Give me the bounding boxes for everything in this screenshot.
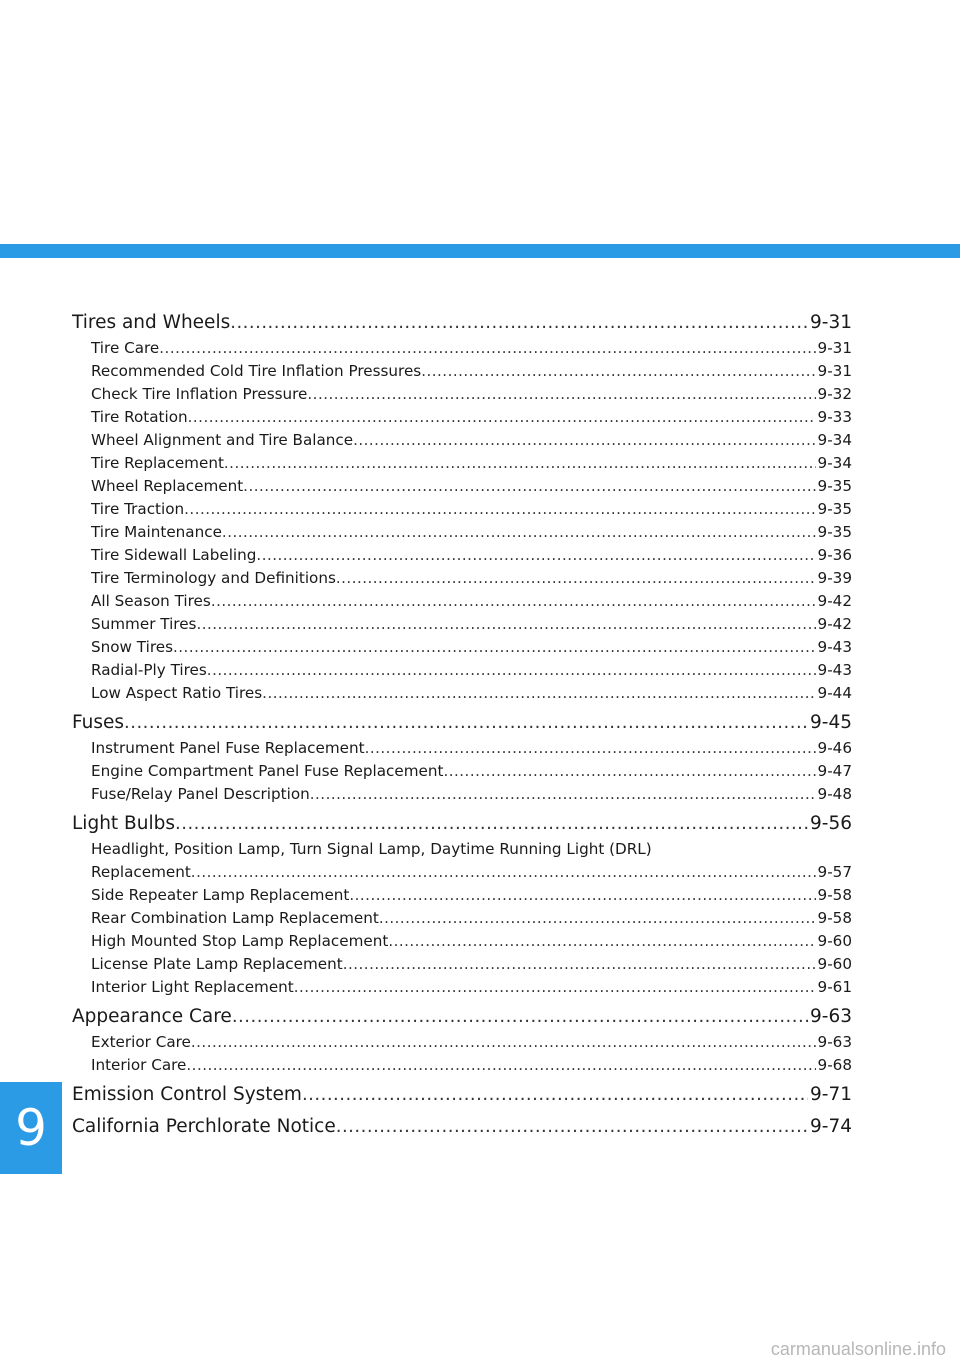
toc-page-number: 9-58: [817, 909, 852, 927]
toc-section[interactable]: [72, 309, 852, 337]
toc-page-number: 9-71: [810, 1084, 852, 1105]
toc-section-title: Appearance Care: [72, 1006, 232, 1027]
toc-entry[interactable]: [72, 383, 852, 406]
leader-dots: [175, 810, 808, 838]
leader-dots: [365, 737, 816, 760]
toc-page-number: 9-68: [817, 1056, 852, 1074]
leader-dots: [191, 1031, 816, 1054]
toc-page-number: 9-36: [817, 546, 852, 564]
toc-entry-title: High Mounted Stop Lamp Replacement: [91, 932, 389, 950]
leader-dots: [353, 429, 815, 452]
toc-section[interactable]: [72, 709, 852, 737]
toc-page-number: 9-39: [817, 569, 852, 587]
toc-page-number: 9-61: [817, 978, 852, 996]
leader-dots: [207, 659, 816, 682]
toc-entry[interactable]: [72, 636, 852, 659]
leader-dots: [159, 337, 815, 360]
toc-entry-title: Tire Terminology and Definitions: [91, 569, 336, 587]
toc-page-number: 9-48: [817, 785, 852, 803]
toc-entry-title: Tire Care: [91, 339, 160, 357]
toc-page-number: 9-44: [817, 684, 852, 702]
toc-entry-title: Low Aspect Ratio Tires: [91, 684, 263, 702]
leader-dots: [443, 760, 815, 783]
chapter-tab: 9: [0, 1082, 62, 1174]
toc-page-number: 9-63: [810, 1006, 852, 1027]
toc-entry-title: Side Repeater Lamp Replacement: [91, 886, 350, 904]
toc-entry-title: License Plate Lamp Replacement: [91, 955, 343, 973]
toc-page-number: 9-47: [817, 762, 852, 780]
toc-page-number: 9-42: [817, 615, 852, 633]
toc-entry-title: Tire Traction: [91, 500, 185, 518]
toc-page-number: 9-57: [817, 863, 852, 881]
toc-entry-title: Snow Tires: [91, 638, 174, 656]
toc-entry[interactable]: [72, 567, 852, 590]
toc-section-title: Light Bulbs: [72, 813, 175, 834]
toc-section[interactable]: [72, 810, 852, 838]
leader-dots: [262, 682, 815, 705]
toc-entry-title: Summer Tires: [91, 615, 197, 633]
leader-dots: [124, 709, 808, 737]
toc-page-number: 9-34: [817, 454, 852, 472]
toc-entry[interactable]: [72, 682, 852, 705]
leader-dots: [184, 498, 815, 521]
toc-entry-title: Wheel Replacement: [91, 477, 244, 495]
leader-dots: [211, 590, 816, 613]
toc-entry[interactable]: [72, 521, 852, 544]
toc-section[interactable]: [72, 1081, 852, 1109]
toc-entry-title: Instrument Panel Fuse Replacement: [91, 739, 365, 757]
leader-dots: [196, 613, 815, 636]
toc-entry[interactable]: [72, 737, 852, 760]
toc-entry-title: Interior Care: [91, 1056, 187, 1074]
toc-page-number: 9-35: [817, 477, 852, 495]
toc-entry-title: Radial-Ply Tires: [91, 661, 207, 679]
toc-page-number: 9-35: [817, 523, 852, 541]
toc-page-number: 9-31: [817, 339, 852, 357]
toc-entry[interactable]: [72, 452, 852, 475]
toc-entry-title: Replacement: [91, 863, 191, 881]
toc-entry-title: Tire Replacement: [91, 454, 224, 472]
toc-page-number: 9-63: [817, 1033, 852, 1051]
toc-section[interactable]: [72, 1003, 852, 1031]
toc-page-number: 9-60: [817, 955, 852, 973]
table-of-contents: [72, 309, 852, 1141]
toc-page-number: 9-35: [817, 500, 852, 518]
toc-page-number: 9-74: [810, 1116, 852, 1137]
leader-dots: [310, 783, 816, 806]
leader-dots: [173, 636, 816, 659]
toc-page-number: 9-33: [817, 408, 852, 426]
toc-page-number: 9-31: [810, 312, 852, 333]
toc-entry[interactable]: [72, 498, 852, 521]
toc-entry[interactable]: [72, 953, 852, 976]
leader-dots: [222, 521, 816, 544]
toc-page-number: 9-56: [810, 813, 852, 834]
toc-entry[interactable]: [72, 337, 852, 360]
leader-dots: [224, 452, 816, 475]
toc-entry[interactable]: [72, 1054, 852, 1077]
toc-entry[interactable]: [72, 861, 852, 884]
toc-entry[interactable]: [72, 760, 852, 783]
leader-dots: [294, 976, 816, 999]
toc-page-number: 9-31: [817, 362, 852, 380]
toc-entry-title: Tire Rotation: [91, 408, 188, 426]
toc-section-title: Fuses: [72, 712, 125, 733]
toc-entry-title: Wheel Alignment and Tire Balance: [91, 431, 354, 449]
leader-dots: [191, 861, 816, 884]
toc-entry-title: Tire Sidewall Labeling: [91, 546, 257, 564]
header-accent-bar: [0, 244, 960, 258]
toc-section-title: Emission Control System: [72, 1084, 302, 1105]
watermark: carmanualsonline.info: [770, 1339, 946, 1359]
toc-entry[interactable]: [72, 613, 852, 636]
toc-entry-title: Interior Light Replacement: [91, 978, 294, 996]
toc-page-number: 9-46: [817, 739, 852, 757]
toc-entry[interactable]: [72, 976, 852, 999]
leader-dots: [188, 406, 816, 429]
toc-entry-title: Recommended Cold Tire Inflation Pressures: [91, 362, 422, 380]
toc-entry[interactable]: [72, 907, 852, 930]
toc-entry-title: Engine Compartment Panel Fuse Replacement: [91, 762, 444, 780]
leader-dots: [230, 309, 808, 337]
leader-dots: [243, 475, 815, 498]
toc-entry[interactable]: [72, 590, 852, 613]
toc-page-number: 9-34: [817, 431, 852, 449]
toc-entry[interactable]: [72, 475, 852, 498]
toc-page-number: 9-43: [817, 638, 852, 656]
toc-entry[interactable]: [72, 429, 852, 452]
toc-page-number: 9-58: [817, 886, 852, 904]
leader-dots: [379, 907, 816, 930]
toc-section-title: Tires and Wheels: [72, 312, 231, 333]
toc-entry[interactable]: [72, 1031, 852, 1054]
toc-page-number: 9-43: [817, 661, 852, 679]
toc-entry[interactable]: [72, 360, 852, 383]
leader-dots: [349, 884, 815, 907]
toc-page-number: 9-42: [817, 592, 852, 610]
leader-dots: [256, 544, 815, 567]
toc-entry-title: All Season Tires: [91, 592, 211, 610]
toc-entry[interactable]: [72, 406, 852, 429]
leader-dots: [421, 360, 815, 383]
toc-entry-title: Check Tire Inflation Pressure: [91, 385, 308, 403]
toc-page-number: 9-32: [817, 385, 852, 403]
toc-entry-title: Rear Combination Lamp Replacement: [91, 909, 379, 927]
leader-dots: [307, 383, 815, 406]
leader-dots: [302, 1081, 808, 1109]
toc-section-title: California Perchlorate Notice: [72, 1116, 336, 1137]
leader-dots: [186, 1054, 815, 1077]
toc-entry-title-line1[interactable]: Headlight, Position Lamp, Turn Signal Lamp, Daytime Running Light (DRL): [91, 840, 652, 858]
leader-dots: [343, 953, 816, 976]
toc-entry-title: Tire Maintenance: [91, 523, 222, 541]
toc-entry[interactable]: [72, 659, 852, 682]
toc-entry-title: Fuse/Relay Panel Description: [91, 785, 310, 803]
leader-dots: [232, 1003, 808, 1031]
toc-entry[interactable]: [72, 930, 852, 953]
toc-entry[interactable]: [72, 544, 852, 567]
toc-page-number: 9-60: [817, 932, 852, 950]
toc-page-number: 9-45: [810, 712, 852, 733]
toc-entry[interactable]: [72, 884, 852, 907]
toc-section[interactable]: [72, 1113, 852, 1141]
toc-entry-title: Exterior Care: [91, 1033, 191, 1051]
leader-dots: [336, 567, 816, 590]
leader-dots: [336, 1113, 808, 1141]
toc-entry[interactable]: [72, 783, 852, 806]
leader-dots: [388, 930, 815, 953]
